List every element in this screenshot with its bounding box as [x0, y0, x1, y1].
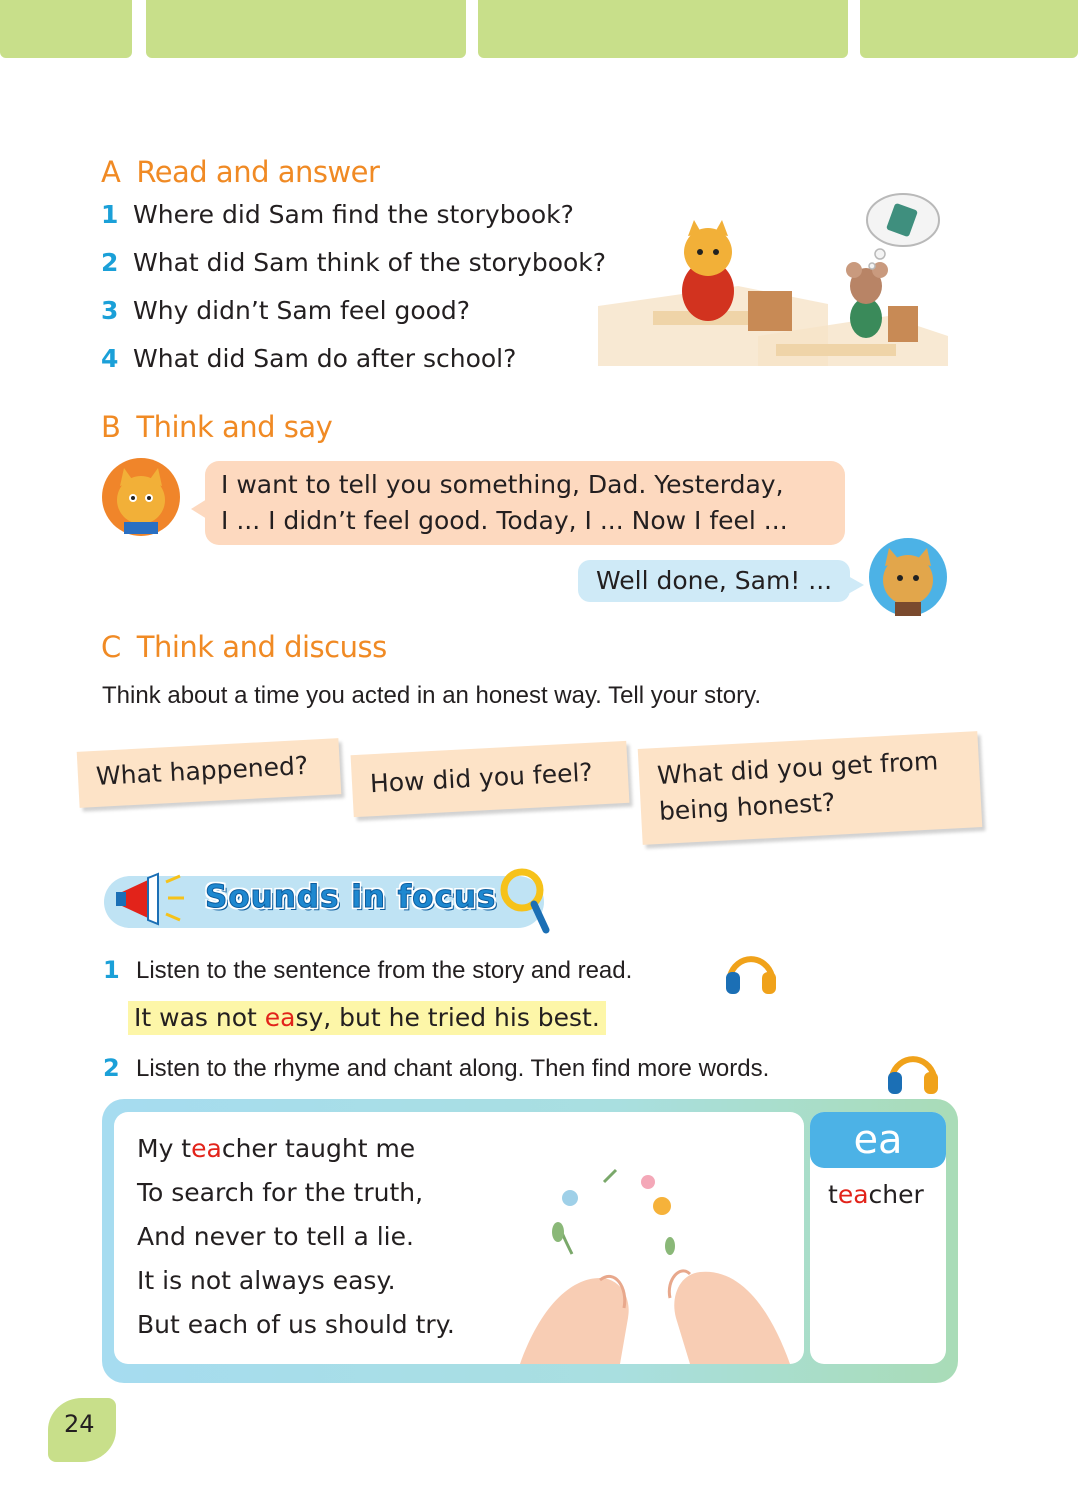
page-number: 24 [64, 1410, 95, 1438]
rhyme-line-5: But each of us should try. [137, 1310, 455, 1339]
top-decor-bar-2 [146, 0, 466, 58]
dad-face-icon [869, 538, 947, 616]
instruction-text: Listen to the rhyme and chant along. Then find more words. [136, 1055, 770, 1082]
line-part: cher taught me [221, 1134, 416, 1163]
discussion-prompt: Think about a time you acted in an honest way. Tell your story. [102, 682, 762, 709]
top-decor-bar-3 [478, 0, 848, 58]
magnifier-icon [496, 866, 552, 936]
instruction-1 [103, 956, 632, 985]
question-number: 3 [101, 296, 119, 325]
sounds-in-focus-title: Sounds in focus [205, 879, 497, 915]
section-letter: B [101, 410, 121, 444]
sound-example-word [828, 1180, 924, 1209]
rhyme-line-3: And never to tell a lie. [137, 1222, 414, 1251]
top-decor-bar-4 [860, 0, 1078, 58]
question-text: Why didn’t Sam feel good? [133, 296, 471, 325]
question-3 [101, 296, 470, 325]
question-number: 4 [101, 344, 119, 373]
rhyme-line-1 [137, 1134, 415, 1163]
headphones-icon[interactable] [722, 936, 780, 998]
question-text: What did Sam do after school? [133, 344, 517, 373]
dad-line: Well done, Sam! ... [596, 566, 833, 595]
section-letter: A [101, 155, 121, 189]
note-text: What happened? [95, 750, 309, 791]
question-2 [101, 248, 606, 277]
note-text-line-2: being honest? [658, 787, 836, 826]
question-number: 2 [101, 248, 119, 277]
note-text-line-1: What did you get from [656, 746, 939, 790]
question-4 [101, 344, 516, 373]
note-what-get [638, 731, 983, 845]
sentence-part: sy, but he tried his best. [295, 1003, 600, 1032]
classroom-illustration [598, 186, 948, 374]
line-part: My t [137, 1134, 192, 1163]
question-text: What did Sam think of the storybook? [133, 248, 607, 277]
question-number: 1 [101, 200, 119, 229]
section-title: Think and discuss [136, 630, 387, 664]
word-part: cher [868, 1180, 924, 1209]
question-text: Where did Sam find the storybook? [133, 200, 574, 229]
sam-line-2: I ... I didn’t feel good. Today, I ... Now I feel ... [221, 506, 788, 535]
headphones-icon[interactable] [884, 1036, 942, 1098]
sam-avatar [102, 458, 180, 536]
sentence-part: It was not [134, 1003, 265, 1032]
section-c-heading [101, 630, 387, 664]
section-letter: C [101, 630, 121, 664]
sound-tab: ea [810, 1112, 946, 1168]
section-a-heading [101, 155, 379, 189]
section-b-heading [101, 410, 332, 444]
sentence-highlight: ea [264, 1003, 296, 1032]
dad-avatar [869, 538, 947, 616]
section-title: Think and say [136, 410, 333, 444]
instruction-number: 2 [103, 1054, 120, 1082]
section-title: Read and answer [136, 155, 380, 189]
note-how-feel [351, 741, 630, 817]
instruction-number: 1 [103, 956, 120, 984]
word-highlight: ea [837, 1180, 869, 1209]
pinky-promise-illustration [520, 1168, 790, 1364]
word-part: t [828, 1180, 838, 1209]
sam-line-1: I want to tell you something, Dad. Yesterday, [221, 470, 784, 499]
rhyme-line-2: To search for the truth, [137, 1178, 424, 1207]
top-decor-bar-1 [0, 0, 132, 58]
story-sentence [128, 1001, 606, 1035]
line-highlight: ea [191, 1134, 222, 1163]
sam-speech-bubble [205, 461, 845, 545]
note-text: How did you feel? [369, 757, 594, 799]
dad-speech-bubble [578, 560, 850, 602]
sam-face-icon [102, 458, 180, 536]
note-what-happened [77, 738, 342, 808]
megaphone-icon [114, 868, 194, 930]
instruction-2 [103, 1054, 769, 1083]
question-1 [101, 200, 574, 229]
rhyme-line-4: It is not always easy. [137, 1266, 396, 1295]
instruction-text: Listen to the sentence from the story and read. [136, 957, 633, 984]
